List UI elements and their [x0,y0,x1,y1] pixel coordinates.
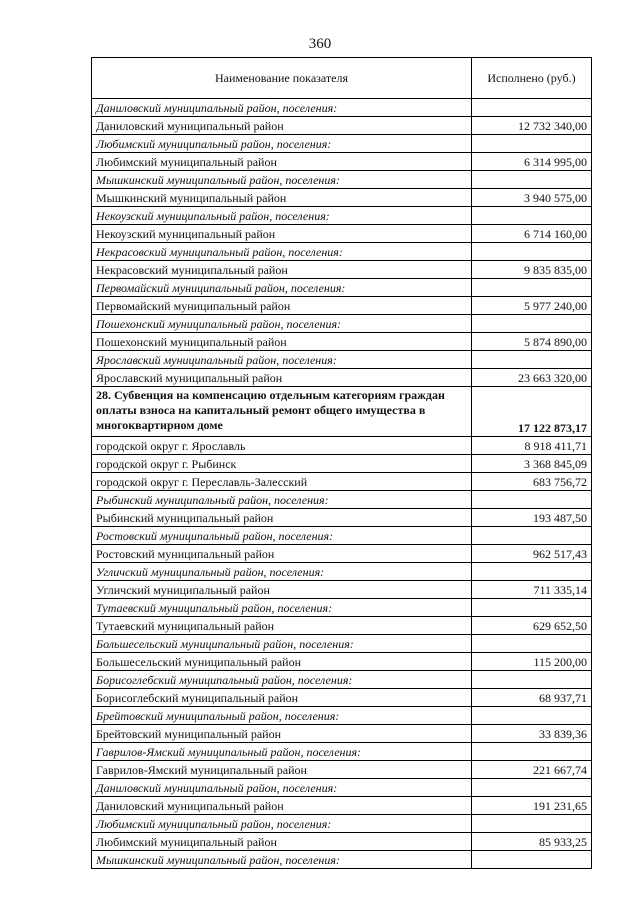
indicator-name: Тутаевский муниципальный район, поселения: [92,599,472,617]
indicator-name: Рыбинский муниципальный район [92,509,472,527]
table-row [92,189,592,207]
indicator-name: Даниловский муниципальный район, поселения: [92,99,472,117]
amount-value: 8 918 411,71 [472,437,592,455]
table-row [92,617,592,635]
indicator-name: Угличский муниципальный район, поселения: [92,563,472,581]
indicator-name: Борисоглебский муниципальный район [92,689,472,707]
indicator-name: Любимский муниципальный район, поселения: [92,135,472,153]
indicator-name: Даниловский муниципальный район [92,117,472,135]
subheading-row [92,527,592,545]
subheading-row [92,851,592,869]
amount-value: 115 200,00 [472,653,592,671]
table-row [92,725,592,743]
amount-value: 6 314 995,00 [472,153,592,171]
indicator-name: Борисоглебский муниципальный район, поселения: [92,671,472,689]
indicator-name: 28. Субвенция на компенсацию отдельным категориям граждан оплаты взноса на капитальный ремонт общего имущества в многоквартирном доме [92,387,472,437]
amount-value [472,99,592,117]
indicator-name: Ярославский муниципальный район, поселения: [92,351,472,369]
column-header-name: Наименование показателя [92,58,472,99]
indicator-name: Мышкинский муниципальный район [92,189,472,207]
indicator-name: городской округ г. Ярославль [92,437,472,455]
page-number: 360 [308,36,332,52]
report-table [91,57,592,869]
amount-value: 221 667,74 [472,761,592,779]
table-row [92,297,592,315]
subheading-row [92,599,592,617]
subheading-row [92,779,592,797]
subheading-row [92,635,592,653]
amount-value: 9 835 835,00 [472,261,592,279]
indicator-name: Гаврилов-Ямский муниципальный район, поселения: [92,743,472,761]
indicator-name: Пошехонский муниципальный район [92,333,472,351]
indicator-name: Большесельский муниципальный район [92,653,472,671]
amount-value: 33 839,36 [472,725,592,743]
amount-value: 191 231,65 [472,797,592,815]
table-row [92,333,592,351]
amount-value [472,315,592,333]
subheading-row [92,99,592,117]
indicator-name: Мышкинский муниципальный район, поселения: [92,851,472,869]
subheading-row [92,279,592,297]
amount-value [472,563,592,581]
table-row [92,261,592,279]
subheading-row [92,135,592,153]
table-row [92,797,592,815]
indicator-name: Ростовский муниципальный район, поселения: [92,527,472,545]
amount-value [472,171,592,189]
amount-value: 85 933,25 [472,833,592,851]
indicator-name: Даниловский муниципальный район [92,797,472,815]
table-row [92,653,592,671]
amount-value: 711 335,14 [472,581,592,599]
table-row [92,689,592,707]
table-row [92,455,592,473]
amount-value [472,279,592,297]
indicator-name: Тутаевский муниципальный район [92,617,472,635]
amount-value [472,599,592,617]
indicator-name: Брейтовский муниципальный район [92,725,472,743]
table-row [92,545,592,563]
indicator-name: Большесельский муниципальный район, поселения: [92,635,472,653]
amount-value [472,243,592,261]
subheading-row [92,743,592,761]
column-header-amount: Исполнено (руб.) [472,58,592,99]
table-row [92,369,592,387]
amount-value: 962 517,43 [472,545,592,563]
subheading-row [92,671,592,689]
amount-value [472,671,592,689]
table-row [92,581,592,599]
subheading-row [92,815,592,833]
table-row [92,473,592,491]
indicator-name: Гаврилов-Ямский муниципальный район [92,761,472,779]
amount-value: 3 940 575,00 [472,189,592,207]
amount-value [472,135,592,153]
table-row [92,437,592,455]
table-body [92,99,592,869]
subheading-row [92,315,592,333]
subheading-row [92,171,592,189]
amount-value: 5 977 240,00 [472,297,592,315]
indicator-name: Любимский муниципальный район, поселения: [92,815,472,833]
amount-value [472,743,592,761]
amount-value [472,207,592,225]
amount-value: 6 714 160,00 [472,225,592,243]
indicator-name: Ростовский муниципальный район [92,545,472,563]
indicator-name: Любимский муниципальный район [92,153,472,171]
amount-value: 683 756,72 [472,473,592,491]
amount-value: 68 937,71 [472,689,592,707]
indicator-name: городской округ г. Переславль-Залесский [92,473,472,491]
table-row [92,509,592,527]
amount-value: 23 663 320,00 [472,369,592,387]
indicator-name: Первомайский муниципальный район [92,297,472,315]
subheading-row [92,351,592,369]
indicator-name: Рыбинский муниципальный район, поселения: [92,491,472,509]
subheading-row [92,207,592,225]
table-header-row [92,58,592,99]
table-row [92,833,592,851]
amount-value: 12 732 340,00 [472,117,592,135]
amount-value [472,779,592,797]
indicator-name: Некоузский муниципальный район, поселения: [92,207,472,225]
amount-value: 629 652,50 [472,617,592,635]
amount-value [472,815,592,833]
amount-value: 17 122 873,17 [472,387,592,437]
amount-value [472,851,592,869]
indicator-name: Угличский муниципальный район [92,581,472,599]
table-row [92,153,592,171]
amount-value [472,351,592,369]
subheading-row [92,563,592,581]
subheading-row [92,707,592,725]
subheading-row [92,243,592,261]
amount-value: 193 487,50 [472,509,592,527]
amount-value: 3 368 845,09 [472,455,592,473]
indicator-name: Ярославский муниципальный район [92,369,472,387]
indicator-name: Пошехонский муниципальный район, поселения: [92,315,472,333]
indicator-name: Некрасовский муниципальный район, поселения: [92,243,472,261]
indicator-name: Некоузский муниципальный район [92,225,472,243]
table-row [92,761,592,779]
amount-value [472,491,592,509]
indicator-name: Любимский муниципальный район [92,833,472,851]
amount-value [472,707,592,725]
amount-value [472,635,592,653]
indicator-name: Некрасовский муниципальный район [92,261,472,279]
indicator-name: Брейтовский муниципальный район, поселения: [92,707,472,725]
indicator-name: Даниловский муниципальный район, поселения: [92,779,472,797]
amount-value: 5 874 890,00 [472,333,592,351]
subheading-row [92,491,592,509]
amount-value [472,527,592,545]
table-row [92,225,592,243]
table-row [92,117,592,135]
indicator-name: Первомайский муниципальный район, поселения: [92,279,472,297]
indicator-name: Мышкинский муниципальный район, поселения: [92,171,472,189]
indicator-name: городской округ г. Рыбинск [92,455,472,473]
section-row [92,387,592,437]
